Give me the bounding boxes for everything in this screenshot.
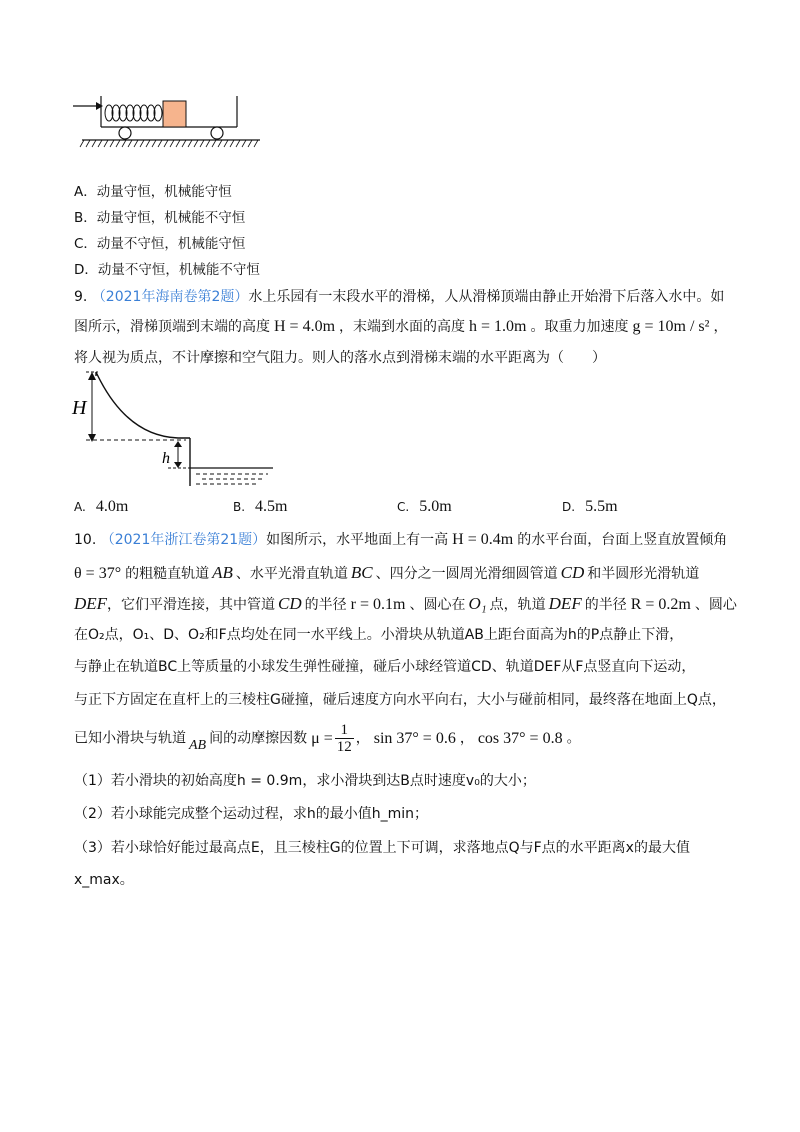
q10-sub-2: （2）若小球能完成整个运动过程，求h的最小值h_min； [74, 806, 429, 822]
q10-number: 10. [74, 532, 97, 548]
q10-line-1: 10. （2021年浙江卷第21题）如图所示，水平地面上有一高 H = 0.4m 的水平台面，台面上竖直放置倾角 [74, 531, 728, 548]
slide-figure [68, 368, 283, 490]
q9-g-eq: g = 10m / s² [632, 318, 710, 335]
block [163, 101, 186, 127]
spring-cart-figure [70, 92, 265, 152]
q9-number: 9. [74, 289, 88, 305]
mu-fraction: $\frac{1}{12}$ [336, 722, 352, 755]
q9-h-eq: h = 1.0m [469, 318, 527, 335]
q9-option-b: B. 4.5m [233, 498, 288, 515]
q9-source: （2021年海南卷第2题） [91, 289, 249, 305]
fig-h-label: h [162, 450, 170, 467]
q9-option-a: A. 4.0m [74, 498, 129, 515]
q8-option-c: C．动量不守恒，机械能守恒 [74, 236, 246, 252]
q9-line-2: 图所示，滑梯顶端到末端的高度 H = 4.0m ，末端到水面的高度 h = 1.0m 。取重力加速度 g = 10m / s² ， [74, 318, 728, 335]
q9-option-c: C. 5.0m [397, 498, 452, 515]
q8-option-b: B．动量守恒，机械能不守恒 [74, 210, 246, 226]
q10-line-4: 在O₂点，O₁、D、O₂和F点均处在同一水平线上。小滑块从轨道AB上距台面高为h的P点静止下滑， [74, 627, 684, 643]
q8-option-a: A．动量守恒，机械能守恒 [74, 184, 232, 200]
fig-H-label: H [72, 397, 87, 419]
q8-option-d: D．动量不守恒，机械能不守恒 [74, 262, 260, 278]
q10-source: （2021年浙江卷第21题） [100, 532, 267, 548]
q10-line-3: DEF，它们平滑连接，其中管道 CD 的半径 r = 0.1m 、圆心在 O₁ 点，轨道 DEF 的半径 R = 0.2m 、圆心 [74, 594, 737, 613]
q9-line-3: 将人视为质点，不计摩擦和空气阻力。则人的落水点到滑梯末端的水平距离为（ ） [74, 350, 606, 366]
q10-line-6: 与正下方固定在直杆上的三棱柱G碰撞，碰后速度方向水平向右，大小与碰前相同，最终落在地面上Q点， [74, 692, 726, 708]
q10-sub-3: （3）若小球恰好能过最高点E，且三棱柱G的位置上下可调，求落地点Q与F点的水平距离x的最大值 [74, 840, 690, 856]
q10-line-5: 与静止在轨道BC上等质量的小球发生弹性碰撞，碰后小球经管道CD、轨道DEF从F点竖直向下运动， [74, 659, 696, 675]
q9-option-d: D. 5.5m [562, 498, 618, 515]
q10-line-7: 已知小滑块与轨道 AB 间的动摩擦因数 μ = $\frac{1}{12}$ ， sin 37° = 0.6 ， cos 37° = 0.8 。 [74, 722, 581, 755]
q9-H-eq: H = 4.0m [274, 318, 336, 335]
q10-line-2: θ = 37° 的粗糙直轨道 AB 、水平光滑直轨道 BC 、四分之一圆周光滑细圆管道 CD 和半圆形光滑轨道 [74, 563, 700, 582]
q10-sub-3-end: x_max。 [74, 872, 134, 888]
q9-line-1: 9. （2021年海南卷第2题）水上乐园有一末段水平的滑梯，人从滑梯顶端由静止开始滑下后落入水中。如 [74, 289, 725, 305]
q10-sub-1: （1）若小滑块的初始高度h = 0.9m，求小滑块到达B点时速度v₀的大小； [74, 773, 536, 789]
